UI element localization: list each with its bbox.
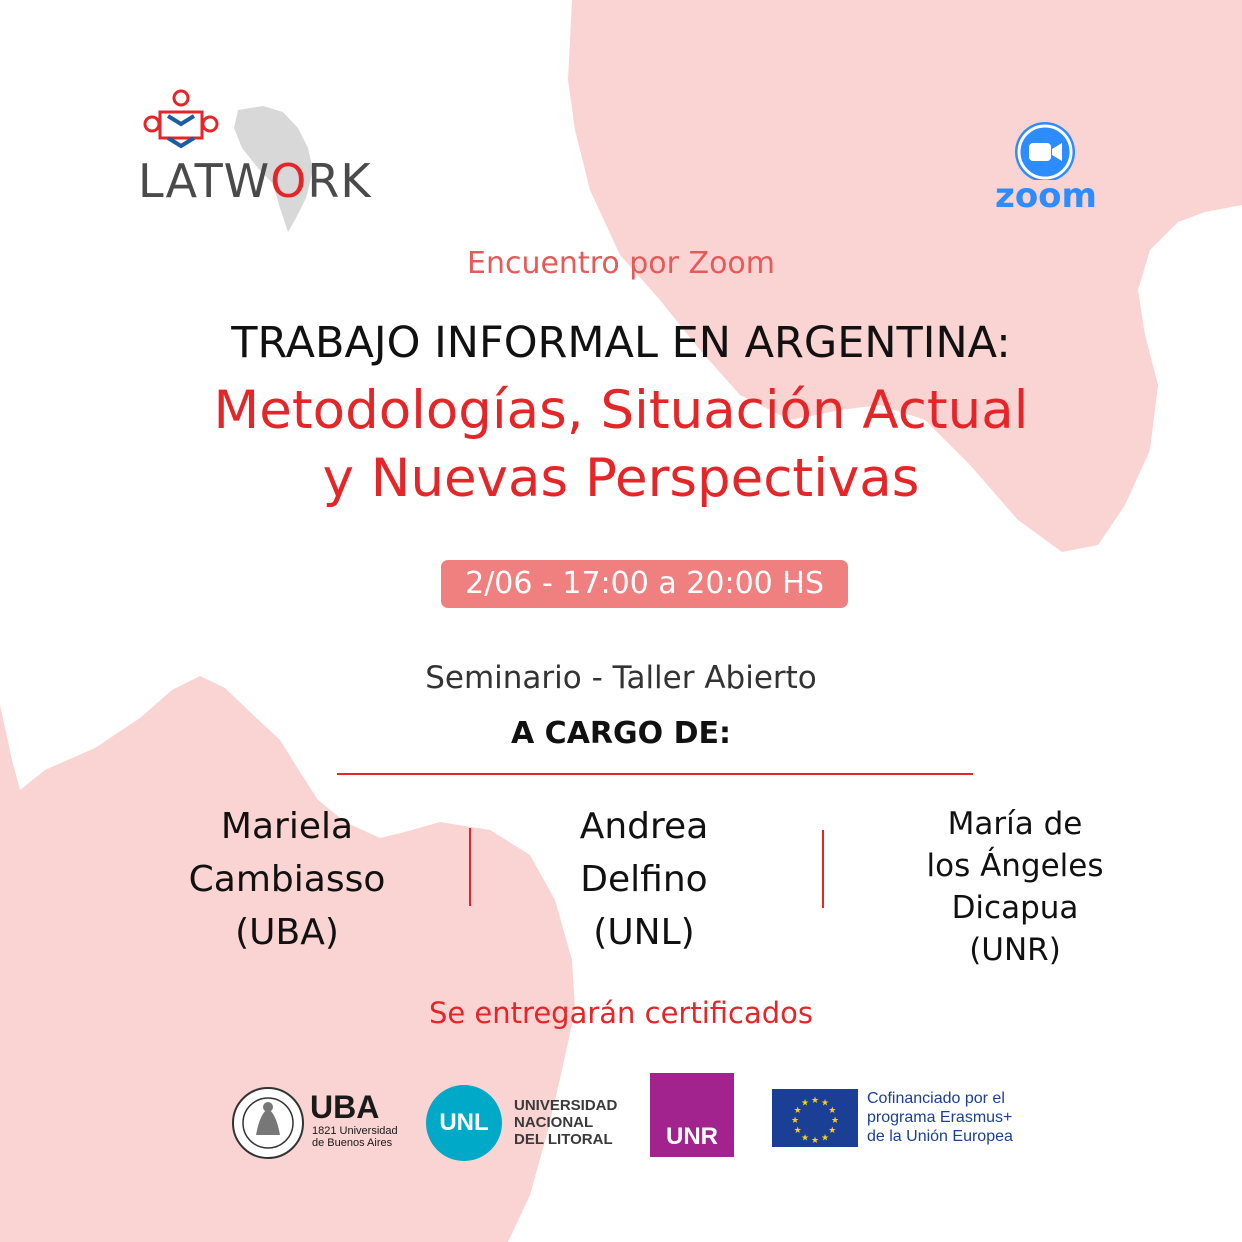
date-badge: 2/06 - 17:00 a 20:00 HS <box>441 560 848 608</box>
svg-text:★: ★ <box>800 1133 810 1144</box>
svg-text:★: ★ <box>820 1098 830 1109</box>
eu-flag-icon <box>772 1089 858 1147</box>
speaker-name: María de <box>947 806 1083 842</box>
svg-text:★: ★ <box>793 1106 802 1116</box>
eu-funding-text: Cofinanciado por el programa Erasmus+ de la Unión Europea <box>867 1090 1013 1145</box>
uba-seal-icon <box>230 1083 308 1163</box>
speaker-institution: (UBA) <box>235 912 339 953</box>
speaker-name: Andrea <box>579 806 709 847</box>
svg-text:★: ★ <box>810 1096 820 1106</box>
speaker-institution: (UNL) <box>593 912 695 953</box>
event-type: Seminario - Taller Abierto <box>425 660 817 696</box>
speaker-name: Cambiasso <box>188 859 386 900</box>
latwork-wordmark: LATWORK <box>138 154 372 208</box>
event-subtitle: Encuentro por Zoom <box>466 246 776 281</box>
speaker-separator <box>822 830 824 908</box>
speaker-name: Mariela <box>220 806 354 847</box>
svg-text:★: ★ <box>800 1098 810 1109</box>
speaker-card <box>494 800 794 959</box>
latwork-logo <box>138 88 408 238</box>
svg-text:★: ★ <box>820 1133 830 1144</box>
certificates-note: Se entregarán certificados <box>428 996 814 1030</box>
svg-text:★: ★ <box>810 1136 820 1146</box>
video-camera-icon <box>990 120 1100 180</box>
heading-divider <box>337 773 973 775</box>
speaker-name: los Ángeles <box>926 848 1104 884</box>
speaker-separator <box>469 828 471 906</box>
uba-acronym: UBA <box>310 1089 380 1125</box>
unl-acronym: UNL <box>426 1085 502 1161</box>
speaker-card <box>137 800 437 959</box>
speakers-heading: A CARGO DE: <box>511 716 731 751</box>
unr-logo <box>650 1073 734 1157</box>
speaker-name: Dicapua <box>951 890 1079 926</box>
svg-text:★: ★ <box>793 1126 802 1136</box>
speaker-institution: (UNR) <box>969 932 1061 968</box>
zoom-wordmark: zoom <box>995 176 1097 216</box>
event-title: TRABAJO INFORMAL EN ARGENTINA: <box>231 318 1011 368</box>
unr-acronym: UNR <box>666 1123 718 1150</box>
speaker-card <box>865 803 1165 971</box>
svg-text:★: ★ <box>830 1116 840 1126</box>
unl-logo <box>424 1083 634 1163</box>
uba-logo <box>230 1083 400 1163</box>
zoom-logo <box>990 120 1100 220</box>
eu-stars-icon <box>772 1089 858 1147</box>
svg-text:★: ★ <box>790 1116 800 1126</box>
uba-name: 1821 Universidad de Buenos Aires <box>312 1125 398 1149</box>
svg-text:★: ★ <box>828 1126 837 1136</box>
speaker-name: Delfino <box>580 859 708 900</box>
unl-name: UNIVERSIDAD NACIONAL DEL LITORAL <box>514 1097 618 1148</box>
svg-text:★: ★ <box>828 1106 837 1116</box>
event-title-red-line2: y Nuevas Perspectivas <box>322 448 920 509</box>
event-title-red-line1: Metodologías, Situación Actual <box>213 380 1029 441</box>
